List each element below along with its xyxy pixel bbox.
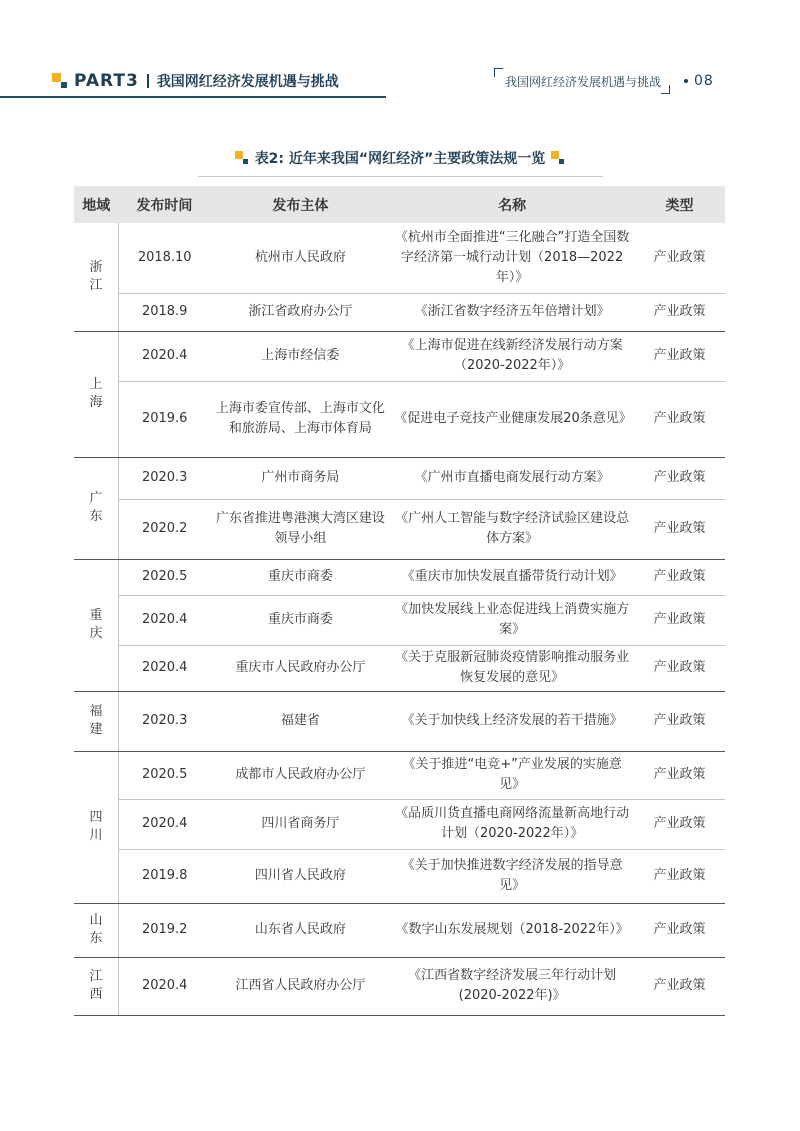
policy-name-cell: 《关于推进“电竞+”产业发展的实施意见》	[390, 751, 634, 799]
region-cell	[74, 957, 118, 1015]
table-row	[74, 645, 725, 691]
region-cell	[74, 751, 118, 903]
type-cell: 产业政策	[634, 595, 725, 645]
issuer-cell: 重庆市人民政府办公厅	[210, 645, 390, 691]
region-label: 浙江	[89, 259, 103, 293]
issuer-cell: 四川省人民政府	[210, 849, 390, 903]
issuer-cell: 广东省推进粤港澳大湾区建设领导小组	[210, 499, 390, 559]
table-row	[74, 849, 725, 903]
caption-underline	[198, 176, 603, 177]
date-cell: 2019.8	[118, 849, 210, 903]
section-title: 我国网红经济发展机遇与挑战	[156, 74, 339, 90]
region-cell	[74, 457, 118, 559]
date-cell: 2020.3	[118, 691, 210, 751]
caption-square-icon	[551, 151, 565, 165]
date-cell: 2019.2	[118, 903, 210, 957]
type-cell: 产业政策	[634, 849, 725, 903]
policy-name-cell: 《杭州市全面推进“三化融合”打造全国数字经济第一城行动计划（2018—2022年）》	[390, 223, 634, 293]
policy-name-cell: 《关于克服新冠肺炎疫情影响推动服务业恢复发展的意见》	[390, 645, 634, 691]
section-square-icon	[52, 73, 68, 89]
date-cell: 2020.2	[118, 499, 210, 559]
region-label: 上海	[89, 377, 103, 410]
date-cell: 2020.4	[118, 595, 210, 645]
policy-name-cell: 《数字山东发展规划（2018-2022年）》	[390, 903, 634, 957]
type-cell: 产业政策	[634, 957, 725, 1015]
table-row	[74, 457, 725, 499]
policy-name-cell: 《江西省数字经济发展三年行动计划(2020-2022年)》	[390, 957, 634, 1015]
type-cell: 产业政策	[634, 331, 725, 381]
policy-name-cell: 《加快发展线上业态促进线上消费实施方案》	[390, 595, 634, 645]
col-header-type: 类型	[634, 186, 725, 223]
col-header-region: 地域	[74, 186, 118, 223]
divider	[147, 74, 149, 88]
date-cell: 2019.6	[118, 381, 210, 457]
table-row	[74, 957, 725, 1015]
issuer-cell: 上海市经信委	[210, 331, 390, 381]
region-cell	[74, 903, 118, 957]
policy-name-cell: 《品质川货直播电商网络流量新高地行动计划（2020-2022年）》	[390, 799, 634, 849]
type-cell: 产业政策	[634, 457, 725, 499]
issuer-cell: 广州市商务局	[210, 457, 390, 499]
table-caption	[0, 148, 800, 169]
policy-name-cell: 《关于加快推进数字经济发展的指导意见》	[390, 849, 634, 903]
issuer-cell: 重庆市商委	[210, 595, 390, 645]
type-cell: 产业政策	[634, 559, 725, 595]
region-label: 广东	[89, 491, 103, 524]
region-label: 四川	[89, 810, 103, 843]
policy-name-cell: 《关于加快线上经济发展的若干措施》	[390, 691, 634, 751]
bracket-icon	[494, 68, 503, 77]
policy-name-cell: 《广州市直播电商发展行动方案》	[390, 457, 634, 499]
date-cell: 2020.4	[118, 331, 210, 381]
region-label: 山东	[89, 913, 103, 946]
running-title: 我国网红经济发展机遇与挑战	[505, 74, 662, 89]
date-cell: 2018.9	[118, 293, 210, 331]
date-cell: 2020.4	[118, 799, 210, 849]
issuer-cell: 杭州市人民政府	[210, 223, 390, 293]
date-cell: 2020.3	[118, 457, 210, 499]
issuer-cell: 江西省人民政府办公厅	[210, 957, 390, 1015]
type-cell: 产业政策	[634, 691, 725, 751]
page-header-right	[494, 66, 714, 96]
issuer-cell: 成都市人民政府办公厅	[210, 751, 390, 799]
type-cell: 产业政策	[634, 499, 725, 559]
type-cell: 产业政策	[634, 799, 725, 849]
table-body	[74, 223, 725, 1015]
type-cell: 产业政策	[634, 293, 725, 331]
page-number: 08	[694, 73, 714, 89]
policy-table	[74, 186, 725, 1016]
type-cell: 产业政策	[634, 903, 725, 957]
policy-name-cell: 《重庆市加快发展直播带货行动计划》	[390, 559, 634, 595]
issuer-cell: 重庆市商委	[210, 559, 390, 595]
table-row	[74, 559, 725, 595]
page-dot-icon	[684, 79, 688, 83]
caption-square-icon	[235, 151, 249, 165]
table-row	[74, 499, 725, 559]
col-header-date: 发布时间	[118, 186, 210, 223]
issuer-cell: 福建省	[210, 691, 390, 751]
date-cell: 2020.5	[118, 559, 210, 595]
table-row	[74, 751, 725, 799]
header-underline	[0, 96, 386, 98]
table-row	[74, 595, 725, 645]
type-cell: 产业政策	[634, 381, 725, 457]
col-header-issuer: 发布主体	[210, 186, 390, 223]
date-cell: 2020.4	[118, 645, 210, 691]
col-header-name: 名称	[390, 186, 634, 223]
region-cell	[74, 691, 118, 751]
issuer-cell: 四川省商务厅	[210, 799, 390, 849]
table-row	[74, 331, 725, 381]
table-row	[74, 223, 725, 293]
type-cell: 产业政策	[634, 223, 725, 293]
policy-name-cell: 《浙江省数字经济五年倍增计划》	[390, 293, 634, 331]
table-row	[74, 799, 725, 849]
table-header-row	[74, 186, 725, 223]
region-cell	[74, 223, 118, 331]
region-cell	[74, 331, 118, 457]
region-label: 江西	[89, 969, 103, 1002]
table-row	[74, 691, 725, 751]
date-cell: 2018.10	[118, 223, 210, 293]
table-row	[74, 381, 725, 457]
type-cell: 产业政策	[634, 751, 725, 799]
policy-name-cell: 《上海市促进在线新经济发展行动方案（2020-2022年）》	[390, 331, 634, 381]
policy-name-cell: 《促进电子竞技产业健康发展20条意见》	[390, 381, 634, 457]
issuer-cell: 浙江省政府办公厅	[210, 293, 390, 331]
caption-text: 表2: 近年来我国“网红经济”主要政策法规一览	[254, 151, 546, 167]
issuer-cell: 山东省人民政府	[210, 903, 390, 957]
table-row	[74, 903, 725, 957]
region-label: 重庆	[89, 608, 103, 641]
date-cell: 2020.4	[118, 957, 210, 1015]
part-label: PART3	[74, 71, 139, 91]
region-label: 福建	[89, 704, 103, 737]
region-cell	[74, 559, 118, 691]
date-cell: 2020.5	[118, 751, 210, 799]
type-cell: 产业政策	[634, 645, 725, 691]
policy-name-cell: 《广州人工智能与数字经济试验区建设总体方案》	[390, 499, 634, 559]
issuer-cell: 上海市委宣传部、上海市文化和旅游局、上海市体育局	[210, 381, 390, 457]
table-row	[74, 293, 725, 331]
bracket-end-icon	[661, 85, 670, 94]
page-header-left	[52, 66, 339, 96]
